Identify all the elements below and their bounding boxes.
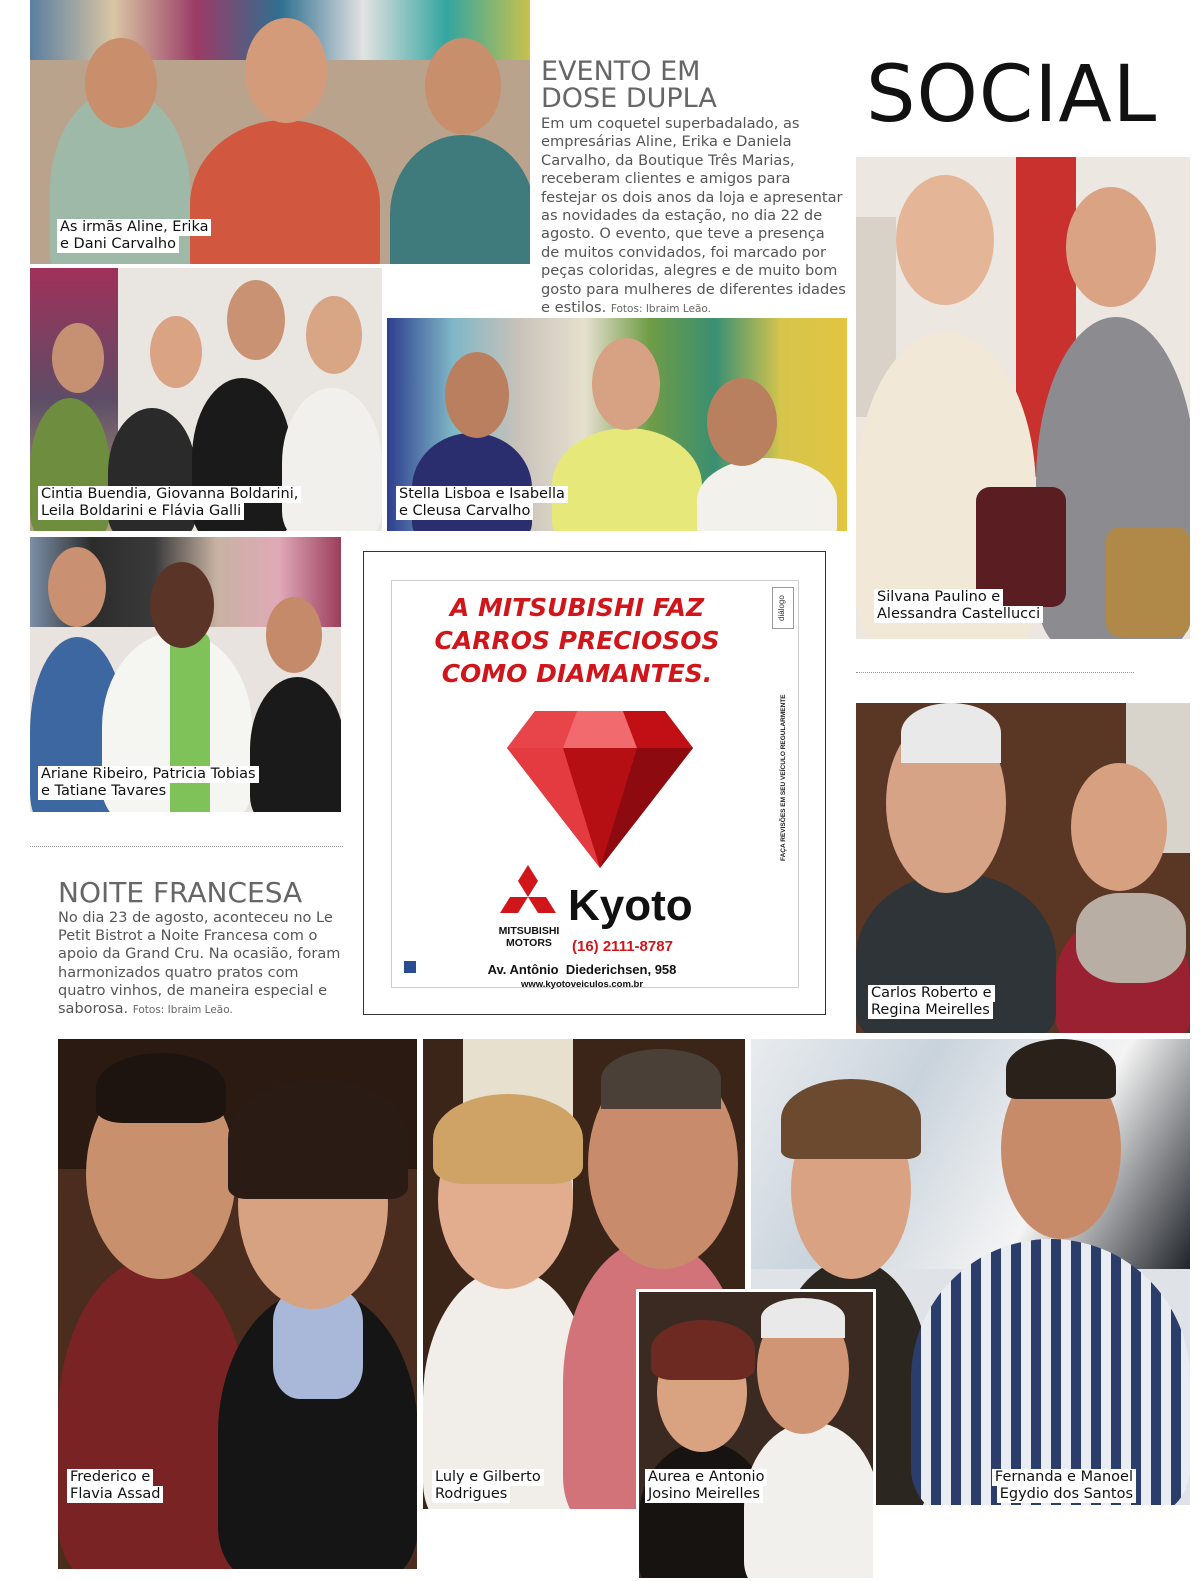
evento-credit: Fotos: Ibraim Leão. [610,303,711,316]
ad-headline-line: CARROS PRECIOSOS [434,626,720,655]
ad-headline-line: A MITSUBISHI FAZ [449,593,705,622]
diamond-icon [505,706,695,871]
dealer-brand: Kyoto [568,881,693,930]
caption-aurea [645,1469,767,1503]
evento-body [541,115,846,318]
caption-fernanda [980,1469,1136,1503]
caption-line: Luly e Gilberto [432,1469,544,1486]
caption-line: As irmãs Aline, Erika [57,219,211,236]
caption-line: Ariane Ribeiro, Patricia Tobias [38,766,259,783]
small-badge-icon [404,961,416,973]
divider-left [30,846,343,847]
ad-headline [392,591,762,690]
agency-label: diálogo [772,587,794,629]
maker-name [490,925,568,949]
caption-ariane [38,766,259,800]
caption-line: Frederico e [67,1469,153,1486]
dealer-website: www.kyotoveiculos.com.br [520,979,644,990]
noite-body-text: No dia 23 de agosto, aconteceu no Le Petit Bistrot a Noite Francesa com o apoio da Grand Cru. Na ocasião, foram harmonizados quatro pratos com quatro vinhos, de maneira especial e saborosa. [58,910,341,1018]
evento-title-line2: DOSE DUPLA [541,83,717,114]
noite-credit: Fotos: Ibraim Leão. [132,1004,233,1017]
caption-line: Carlos Roberto e [868,985,995,1002]
caption-line: Leila Boldarini e Flávia Galli [38,503,244,520]
maker-line: MOTORS [506,937,552,949]
caption-line: Aurea e Antonio [645,1469,767,1486]
caption-stella [396,486,568,520]
caption-silvana [874,589,1043,623]
evento-body-text: Em um coquetel superbadalado, as empresárias Aline, Erika e Daniela Carvalho, da Boutique Três Marias, receberam clientes e amigos para festejar os dois anos da loja e apresentar as novidades da estação, no dia 22 de agosto. O evento, que teve a presença de muitos convidados, foi marcado por peças coloridas, alegres e de muito bom gosto para mulheres de diferentes idades e estilos. [541,115,846,317]
mitsubishi-logo-icon [492,863,564,927]
caption-line: e Dani Carvalho [57,236,179,253]
photo-carlos-regina [856,703,1190,1033]
divider-right [856,672,1134,673]
ad-panel [391,580,799,988]
caption-line: Alessandra Castellucci [874,606,1043,623]
photo-aurea-antonio [636,1289,876,1581]
dealer-phone: (16) 2111-8787 [572,938,673,955]
noite-body [58,909,346,1019]
ad-frame [363,551,826,1015]
caption-line: Flavia Assad [67,1486,163,1503]
caption-line: e Cleusa Carvalho [396,503,533,520]
caption-line: Josino Meirelles [645,1486,763,1503]
caption-line: Rodrigues [432,1486,510,1503]
photo-silvana-alessandra [856,157,1190,639]
caption-line: Stella Lisboa e Isabella [396,486,568,503]
caption-line: Silvana Paulino e [874,589,1003,606]
caption-carlos [868,985,995,1019]
section-title: SOCIAL [866,50,1158,140]
caption-line: e Tatiane Tavares [38,783,169,800]
caption-luly [432,1469,544,1503]
caption-irmas [57,219,211,253]
dealer-address: Av. Antônio Diederichsen, 958 [487,962,677,977]
caption-line: Cintia Buendia, Giovanna Boldarini, [38,486,301,503]
caption-line: Regina Meirelles [868,1002,993,1019]
noite-title: NOITE FRANCESA [58,876,303,909]
evento-title-line1: EVENTO EM [541,56,701,87]
maker-line: MITSUBISHI [498,925,560,937]
caption-frederico [67,1469,163,1503]
caption-cintia [38,486,301,520]
ad-headline-line: COMO DIAMANTES. [441,659,713,688]
caption-line: Fernanda e Manoel [992,1469,1136,1486]
legal-text: FAÇA REVISÕES EM SEU VEÍCULO REGULARMENTE [780,694,787,861]
evento-heading [541,58,717,112]
caption-line: Egydio dos Santos [997,1486,1136,1503]
